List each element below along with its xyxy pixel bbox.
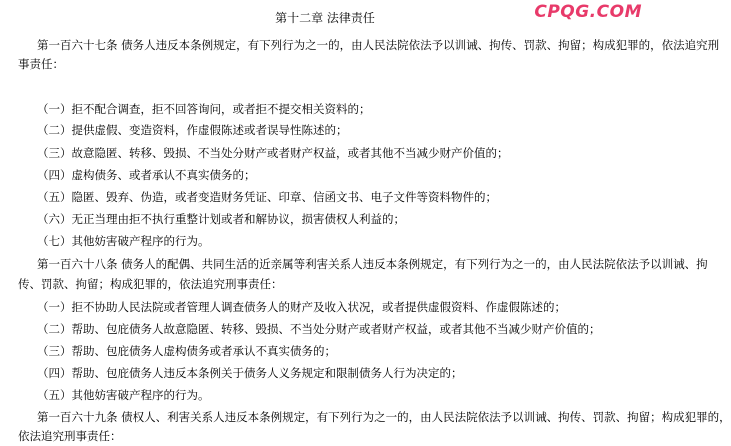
article-168-item-3: （三）帮助、包庇债务人虚构债务或者承认不真实债务的； (37, 344, 336, 358)
article-168-item-1: （一）拒不协助人民法院或者管理人调查债务人的财产及收入状况，或者提供虚假资料、作虚假陈述的； (37, 300, 566, 314)
article-167-line-2: 事责任： (18, 57, 64, 71)
site-watermark: CPQG.COM (534, 2, 642, 22)
article-168-item-4: （四）帮助、包庇债务人违反本条例关于债务人义务规定和限制债务人行为决定的； (37, 366, 463, 380)
article-169-line-1: 第一百六十九条 债权人、利害关系人违反本条例规定，有下列行为之一的，由人民法院依法予以训诫、拘传、罚款、拘留；构成犯罪的， (37, 410, 731, 424)
article-167-item-6: （六）无正当理由拒不执行重整计划或者和解协议，损害债权人利益的； (37, 212, 405, 226)
article-167-item-4: （四）虚构债务、或者承认不真实债务的； (37, 168, 256, 182)
article-168-line-1: 第一百六十八条 债务人的配偶、共同生活的近亲属等利害关系人违反本条例规定，有下列行为之一的，由人民法院依法予以训诫、拘 (37, 257, 708, 271)
article-167-item-7: （七）其他妨害破产程序的行为。 (37, 234, 210, 248)
article-167-line-1: 第一百六十七条 债务人违反本条例规定，有下列行为之一的，由人民法院依法予以训诫、拘传、罚款、拘留；构成犯罪的，依法追究刑 (37, 38, 720, 52)
article-168-item-2: （二）帮助、包庇债务人故意隐匿、转移、毁损、不当处分财产或者财产权益，或者其他不当减少财产价值的； (37, 322, 601, 336)
article-168-line-2: 传、罚款、拘留；构成犯罪的，依法追究刑事责任： (18, 277, 283, 291)
article-167-item-3: （三）故意隐匿、转移、毁损、不当处分财产或者财产权益，或者其他不当减少财产价值的； (37, 146, 509, 160)
article-167-item-5: （五）隐匿、毁弃、伪造，或者变造财务凭证、印章、信函文书、电子文件等资料物件的； (37, 190, 497, 204)
article-169-line-2: 依法追究刑事责任： (18, 429, 122, 443)
chapter-title: 第十二章 法律责任 (275, 11, 375, 25)
article-167-item-2: （二）提供虚假、变造资料，作虚假陈述或者误导性陈述的； (37, 123, 348, 137)
article-167-item-1: （一）拒不配合调查，拒不回答询问，或者拒不提交相关资料的； (37, 102, 371, 116)
article-168-item-5: （五）其他妨害破产程序的行为。 (37, 388, 210, 402)
